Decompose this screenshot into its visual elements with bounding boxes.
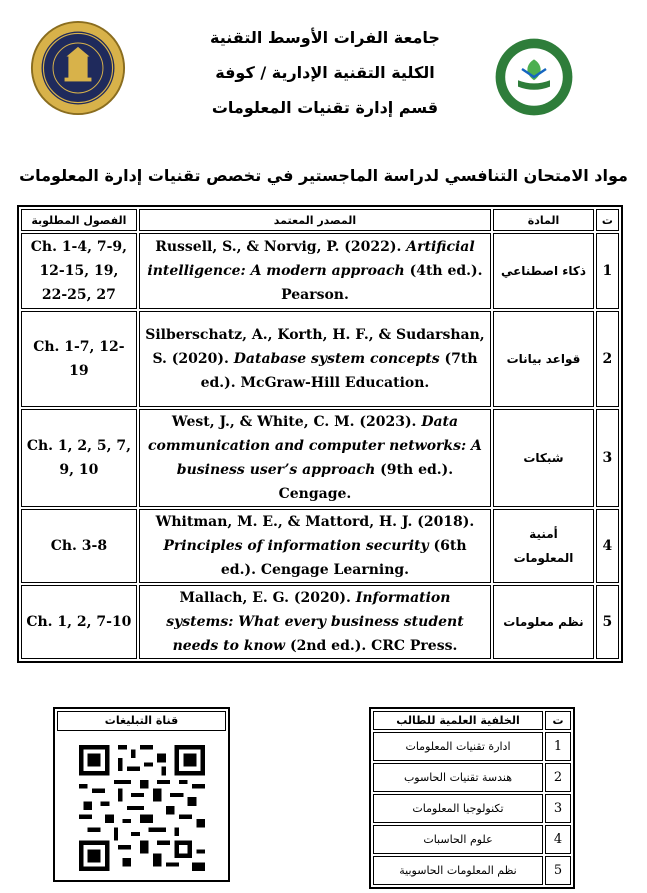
- bg-name-cell: علوم الحاسبات: [373, 825, 543, 854]
- college-name: الكلية التقنية الإدارية / كوفة: [215, 63, 435, 82]
- subjects-table: [17, 205, 623, 663]
- table-row: [373, 763, 571, 792]
- num-cell: 1: [596, 233, 619, 309]
- bg-num-cell: 4: [545, 825, 571, 854]
- table-row: [21, 409, 619, 507]
- table-row: [21, 585, 619, 659]
- source-cell: West, J., & White, C. M. (2023). Data communication and computer networks: A business user’s approach (9th ed.). Cengage.: [139, 409, 491, 507]
- bg-name-cell: ادارة تقنيات المعلومات: [373, 732, 543, 761]
- bg-name-cell: تكنولوجيا المعلومات: [373, 794, 543, 823]
- table-row: [21, 311, 619, 407]
- channel-title: قناة التبليغات: [57, 711, 226, 731]
- bg-header-name: الخلفية العلمية للطالب: [373, 711, 543, 730]
- table-row: [21, 509, 619, 583]
- qr-code-icon[interactable]: [79, 744, 205, 872]
- subject-cell: أمنية المعلومات: [493, 509, 594, 583]
- chapters-cell: Ch. 1-4, 7-9, 12-15, 19, 22-25, 27: [21, 233, 137, 309]
- header-num: ت: [596, 209, 619, 231]
- bg-num-cell: 1: [545, 732, 571, 761]
- table-row: [373, 794, 571, 823]
- subject-cell: نظم معلومات: [493, 585, 594, 659]
- num-cell: 3: [596, 409, 619, 507]
- table-row: [373, 825, 571, 854]
- num-cell: 4: [596, 509, 619, 583]
- page-title: مواد الامتحان التنافسي لدراسة الماجستير في تخصص تقنيات إدارة المعلومات: [19, 166, 628, 185]
- num-cell: 2: [596, 311, 619, 407]
- university-name: جامعة الفرات الأوسط التقنية: [210, 28, 440, 47]
- header-chapters: الفصول المطلوبة: [21, 209, 137, 231]
- source-cell: Russell, S., & Norvig, P. (2022). Artificial intelligence: A modern approach (4th ed.). Pearson.: [139, 233, 491, 309]
- bg-header-num: ت: [545, 711, 571, 730]
- bg-name-cell: نظم المعلومات الحاسوبية: [373, 856, 543, 885]
- subject-cell: ذكاء اصطناعي: [493, 233, 594, 309]
- source-cell: Whitman, M. E., & Mattord, H. J. (2018). Principles of information security (6th ed.). Cengage Learning.: [139, 509, 491, 583]
- header-subject: المادة: [493, 209, 594, 231]
- college-logo-icon: [494, 37, 574, 117]
- subject-cell: شبكات: [493, 409, 594, 507]
- num-cell: 5: [596, 585, 619, 659]
- subject-cell: قواعد بيانات: [493, 311, 594, 407]
- table-row: [21, 233, 619, 309]
- notifications-channel-box: [53, 707, 230, 882]
- student-background-table: [369, 707, 575, 889]
- chapters-cell: Ch. 1, 2, 5, 7, 9, 10: [21, 409, 137, 507]
- university-seal-icon: [30, 20, 126, 116]
- source-cell: Mallach, E. G. (2020). Information systems: What every business student needs to know (2nd ed.). CRC Press.: [139, 585, 491, 659]
- bg-num-cell: 2: [545, 763, 571, 792]
- table-row: [373, 856, 571, 885]
- source-cell: Silberschatz, A., Korth, H. F., & Sudarshan, S. (2020). Database system concepts (7th ed.). McGraw-Hill Education.: [139, 311, 491, 407]
- chapters-cell: Ch. 3-8: [21, 509, 137, 583]
- table-row: [373, 732, 571, 761]
- chapters-cell: Ch. 1, 2, 7-10: [21, 585, 137, 659]
- chapters-cell: Ch. 1-7, 12-19: [21, 311, 137, 407]
- header-source: المصدر المعتمد: [139, 209, 491, 231]
- department-name: قسم إدارة تقنيات المعلومات: [211, 98, 439, 117]
- bg-name-cell: هندسة تقنيات الحاسوب: [373, 763, 543, 792]
- bg-num-cell: 3: [545, 794, 571, 823]
- bg-num-cell: 5: [545, 856, 571, 885]
